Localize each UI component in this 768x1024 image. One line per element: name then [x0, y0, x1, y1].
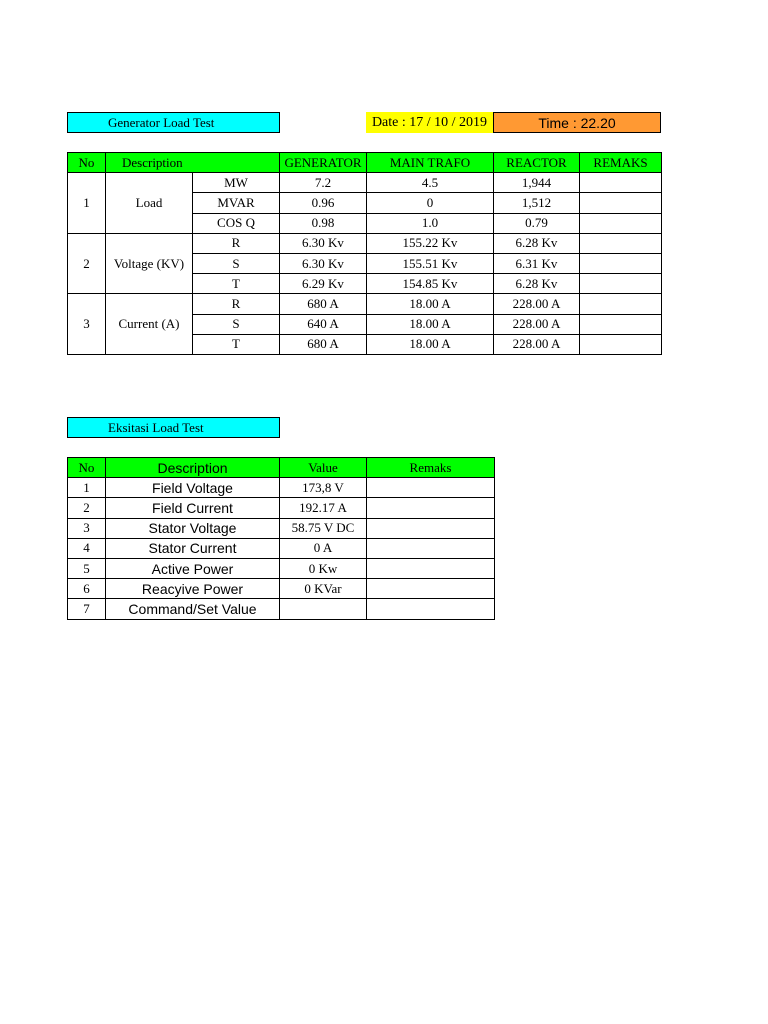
reactor-cell: 1,512: [494, 193, 580, 213]
remaks-cell: [367, 579, 495, 599]
time-label: Time : 22.20: [493, 112, 661, 133]
col-header-description: Description: [106, 458, 280, 478]
group-no: 3: [68, 294, 106, 355]
col-header-remaks: Remaks: [367, 458, 495, 478]
table-header-row: [68, 153, 662, 173]
reactor-cell: 6.28 Kv: [494, 233, 580, 253]
remaks-cell: [580, 253, 662, 273]
table-row: [68, 478, 495, 498]
eksitasi-table: [67, 457, 495, 620]
value-cell: 0 A: [280, 538, 367, 558]
remaks-cell: [580, 294, 662, 314]
row-no-cell: 7: [68, 599, 106, 619]
col-header-description: Description: [106, 153, 280, 173]
main-trafo-cell: 18.00 A: [367, 294, 494, 314]
reactor-cell: 0.79: [494, 213, 580, 233]
table-row: [68, 558, 495, 578]
generator-load-table: [67, 152, 662, 355]
group-label: Current (A): [106, 294, 193, 355]
col-header-reactor: REACTOR: [494, 153, 580, 173]
description-cell: Reacyive Power: [106, 579, 280, 599]
col-header-generator: GENERATOR: [280, 153, 367, 173]
main-trafo-cell: 155.51 Kv: [367, 253, 494, 273]
col-header-no: No: [68, 458, 106, 478]
remaks-cell: [367, 538, 495, 558]
param-cell: T: [193, 274, 280, 294]
reactor-cell: 1,944: [494, 173, 580, 193]
col-header-value: Value: [280, 458, 367, 478]
eksitasi-load-test-title: Eksitasi Load Test: [67, 417, 280, 438]
description-cell: Command/Set Value: [106, 599, 280, 619]
reactor-cell: 6.28 Kv: [494, 274, 580, 294]
generator-load-test-title: Generator Load Test: [67, 112, 280, 133]
row-no-cell: 2: [68, 498, 106, 518]
param-cell: R: [193, 294, 280, 314]
param-cell: MW: [193, 173, 280, 193]
main-trafo-cell: 18.00 A: [367, 314, 494, 334]
remaks-cell: [580, 193, 662, 213]
main-trafo-cell: 155.22 Kv: [367, 233, 494, 253]
main-trafo-cell: 4.5: [367, 173, 494, 193]
main-trafo-cell: 154.85 Kv: [367, 274, 494, 294]
value-cell: 0 Kw: [280, 558, 367, 578]
table-row: [68, 538, 495, 558]
table-row: [68, 518, 495, 538]
generator-cell: 680 A: [280, 334, 367, 354]
reactor-cell: 228.00 A: [494, 294, 580, 314]
reactor-cell: 6.31 Kv: [494, 253, 580, 273]
table-row: [68, 294, 662, 314]
remaks-cell: [580, 173, 662, 193]
value-cell: [280, 599, 367, 619]
main-trafo-cell: 18.00 A: [367, 334, 494, 354]
remaks-cell: [580, 334, 662, 354]
reactor-cell: 228.00 A: [494, 314, 580, 334]
param-cell: R: [193, 233, 280, 253]
group-label: Voltage (KV): [106, 233, 193, 294]
value-cell: 173,8 V: [280, 478, 367, 498]
description-cell: Field Voltage: [106, 478, 280, 498]
param-cell: MVAR: [193, 193, 280, 213]
remaks-cell: [580, 274, 662, 294]
remaks-cell: [367, 599, 495, 619]
table-header-row: [68, 458, 495, 478]
param-cell: S: [193, 314, 280, 334]
description-cell: Active Power: [106, 558, 280, 578]
reactor-cell: 228.00 A: [494, 334, 580, 354]
remaks-cell: [367, 478, 495, 498]
generator-cell: 640 A: [280, 314, 367, 334]
remaks-cell: [367, 558, 495, 578]
param-cell: COS Q: [193, 213, 280, 233]
table-row: [68, 173, 662, 193]
date-label: Date : 17 / 10 / 2019: [366, 112, 493, 133]
description-cell: Field Current: [106, 498, 280, 518]
table-row: [68, 579, 495, 599]
main-trafo-cell: 0: [367, 193, 494, 213]
group-label: Load: [106, 173, 193, 234]
col-header-main-trafo: MAIN TRAFO: [367, 153, 494, 173]
value-cell: 192.17 A: [280, 498, 367, 518]
remaks-cell: [367, 498, 495, 518]
row-no-cell: 1: [68, 478, 106, 498]
generator-cell: 0.96: [280, 193, 367, 213]
generator-cell: 680 A: [280, 294, 367, 314]
generator-cell: 0.98: [280, 213, 367, 233]
generator-cell: 7.2: [280, 173, 367, 193]
description-cell: Stator Voltage: [106, 518, 280, 538]
table-row: [68, 233, 662, 253]
table-row: [68, 498, 495, 518]
value-cell: 58.75 V DC: [280, 518, 367, 538]
remaks-cell: [580, 213, 662, 233]
row-no-cell: 4: [68, 538, 106, 558]
value-cell: 0 KVar: [280, 579, 367, 599]
group-no: 1: [68, 173, 106, 234]
col-header-remaks: REMAKS: [580, 153, 662, 173]
row-no-cell: 3: [68, 518, 106, 538]
param-cell: S: [193, 253, 280, 273]
generator-cell: 6.30 Kv: [280, 233, 367, 253]
main-trafo-cell: 1.0: [367, 213, 494, 233]
generator-cell: 6.30 Kv: [280, 253, 367, 273]
remaks-cell: [580, 314, 662, 334]
remaks-cell: [580, 233, 662, 253]
row-no-cell: 6: [68, 579, 106, 599]
param-cell: T: [193, 334, 280, 354]
description-cell: Stator Current: [106, 538, 280, 558]
remaks-cell: [367, 518, 495, 538]
row-no-cell: 5: [68, 558, 106, 578]
generator-cell: 6.29 Kv: [280, 274, 367, 294]
group-no: 2: [68, 233, 106, 294]
table-row: [68, 599, 495, 619]
col-header-no: No: [68, 153, 106, 173]
